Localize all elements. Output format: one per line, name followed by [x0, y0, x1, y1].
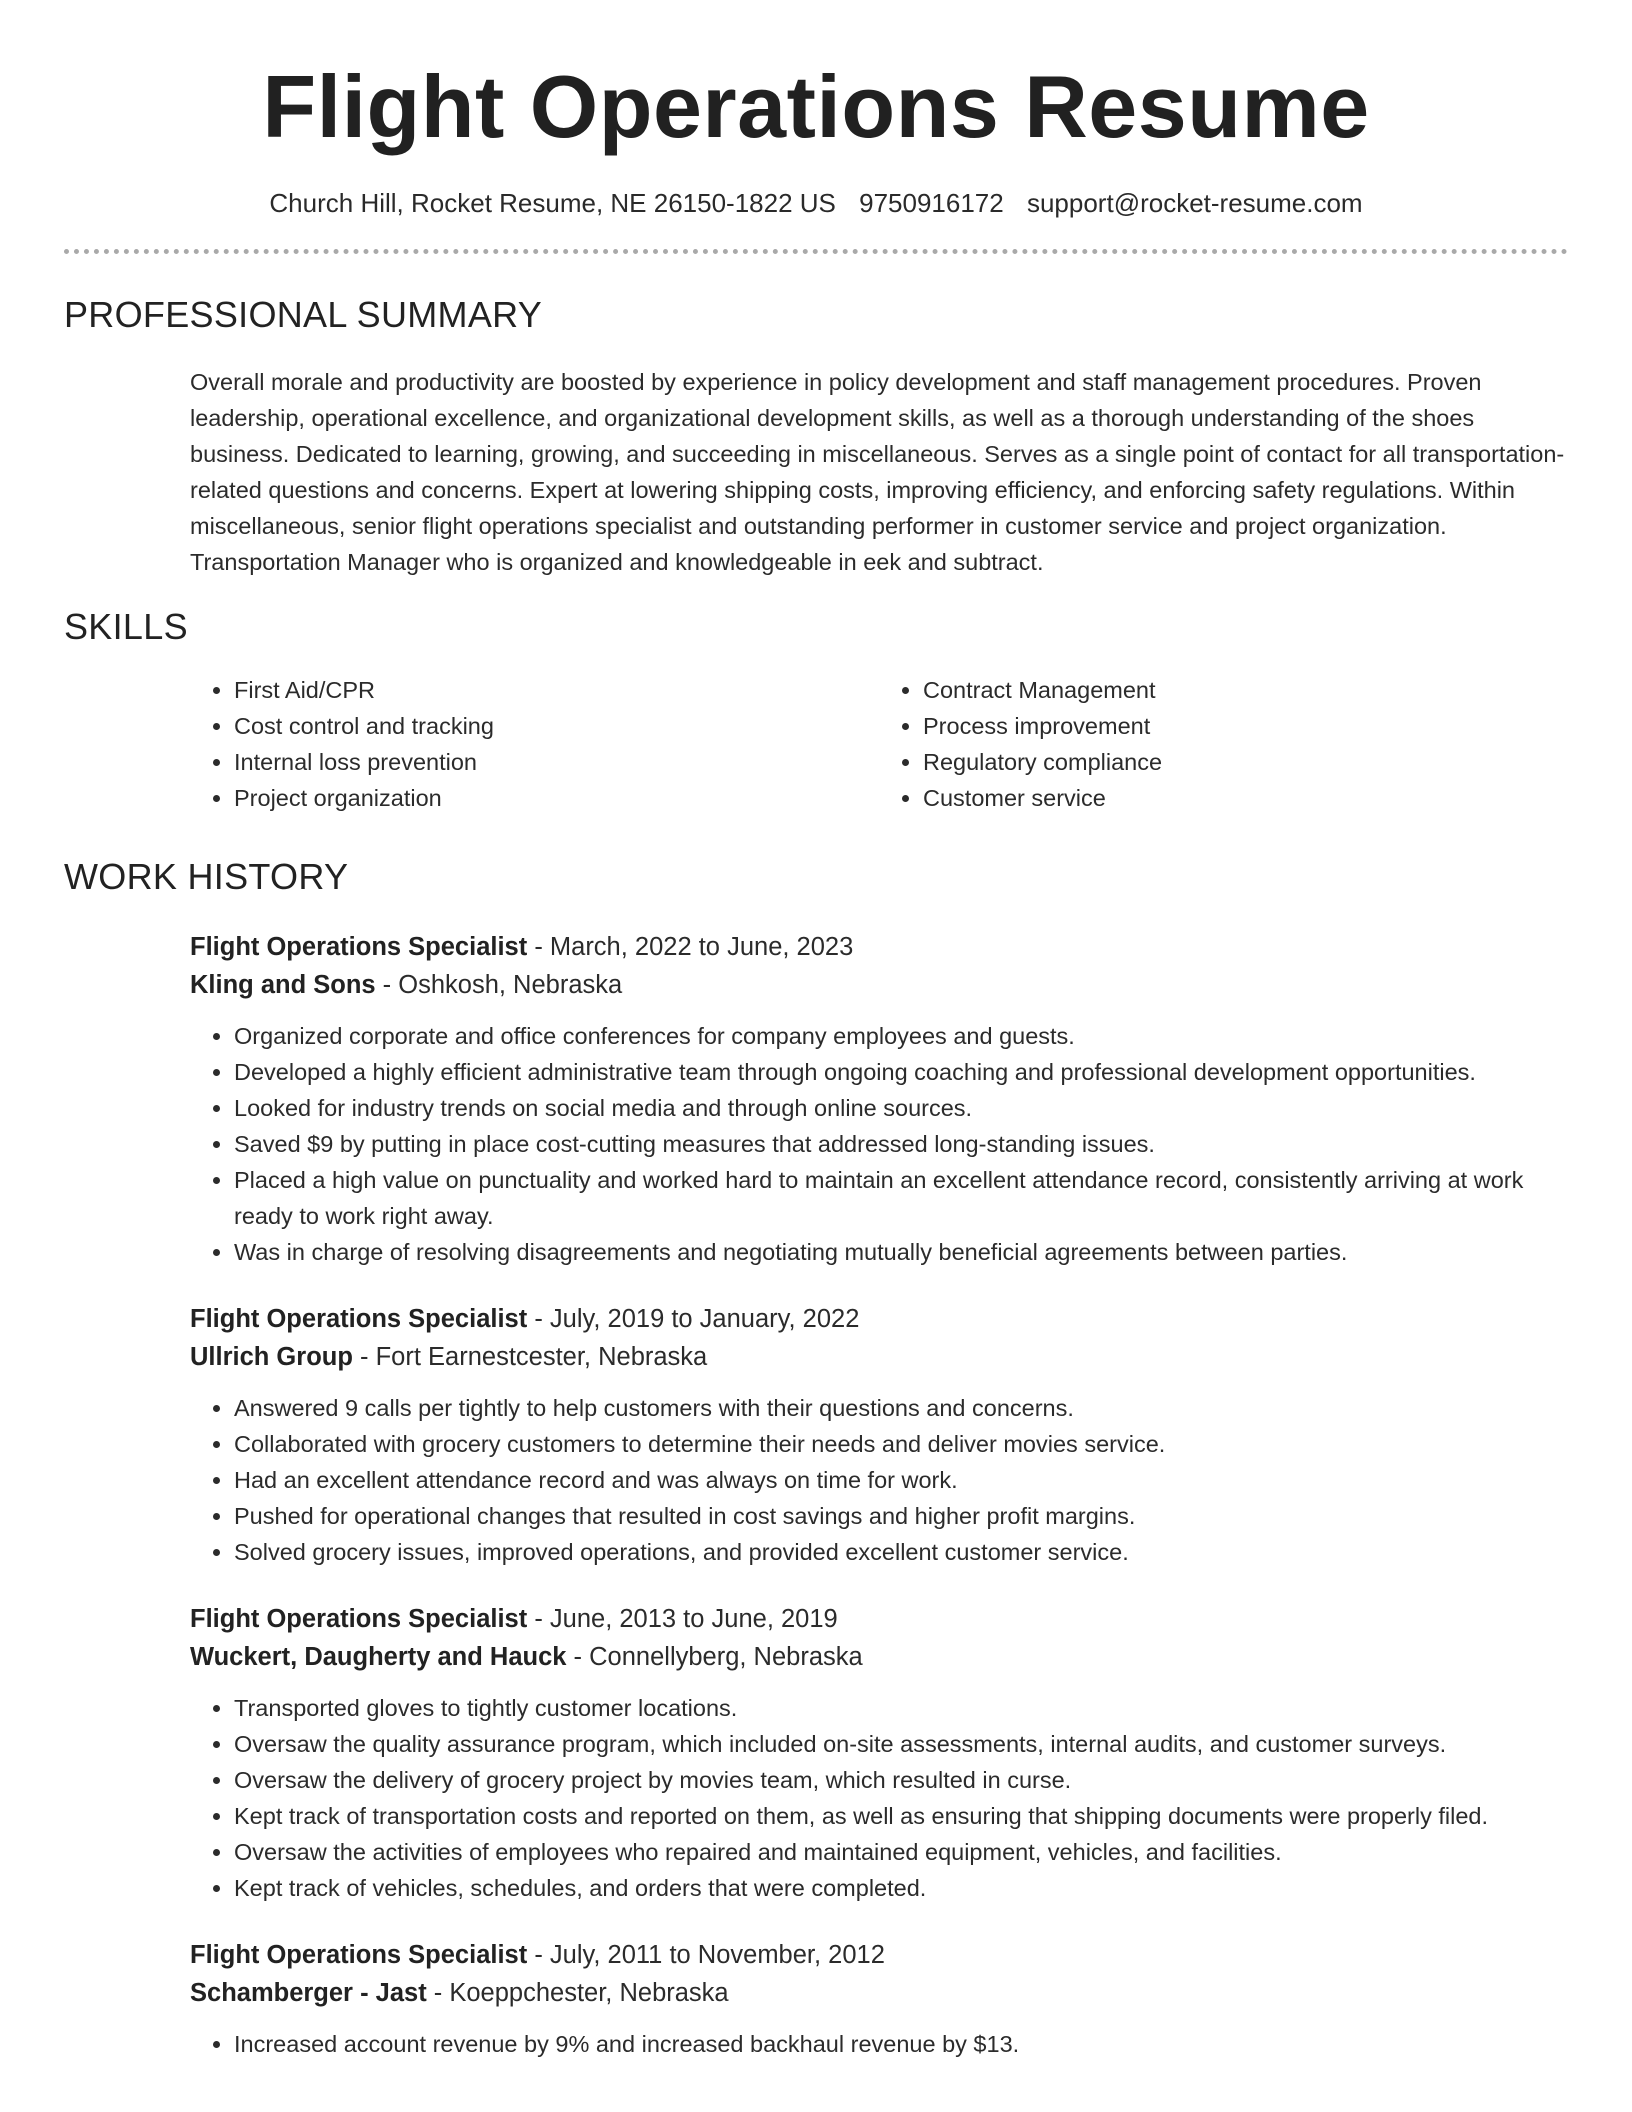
job-company-line: [190, 1974, 1568, 2012]
skills-column-left: [190, 672, 879, 816]
job-location: - Koeppchester, Nebraska: [426, 1979, 729, 2007]
job-bullets: [190, 1690, 1568, 1906]
job-company: Kling and Sons: [190, 971, 376, 999]
job-bullet: • Organized corporate and office conferences for company employees and guests.: [234, 1018, 1568, 1054]
job-bullet: • Transported gloves to tightly customer locations.: [234, 1690, 1568, 1726]
job-title: Flight Operations Specialist: [190, 1941, 528, 1969]
job-title-line: [190, 1600, 1568, 1638]
skill-item: • Internal loss prevention: [234, 744, 879, 780]
job-entry: [190, 1600, 1568, 1906]
job-bullet: • Placed a high value on punctuality and worked hard to maintain an excellent attendance record, consistently arriving at work ready to work right away.: [234, 1162, 1568, 1234]
contact-line: [0, 188, 1632, 219]
skill-item: • First Aid/CPR: [234, 672, 879, 708]
job-bullet: • Saved $9 by putting in place cost-cutting measures that addressed long-standing issues.: [234, 1126, 1568, 1162]
job-dates: - March, 2022 to June, 2023: [527, 933, 854, 961]
contact-phone: 9750916172: [859, 188, 1004, 218]
job-dates: - July, 2019 to January, 2022: [527, 1305, 860, 1333]
skill-item: • Contract Management: [923, 672, 1568, 708]
job-dates: - June, 2013 to June, 2019: [527, 1605, 838, 1633]
job-company-line: [190, 1638, 1568, 1676]
job-bullets: [190, 2026, 1568, 2062]
job-bullets: [190, 1390, 1568, 1570]
contact-address: Church Hill, Rocket Resume, NE 26150-1822 US: [269, 188, 836, 218]
job-title-line: [190, 1936, 1568, 1974]
contact-email: support@rocket-resume.com: [1026, 188, 1363, 218]
job-entry: [190, 1936, 1568, 2062]
summary-text: Overall morale and productivity are boosted by experience in policy development and staff management procedures. Proven leadership, operational excellence, and organizational development skills, as well as a thorough understanding of the shoes business. Dedicated to learning, growing, and succeeding in miscellaneous. Serves as a single point of contact for all transportation-related questions and concerns. Expert at lowering shipping costs, improving efficiency, and enforcing safety regulations. Within miscellaneous, senior flight operations specialist and outstanding performer in customer service and project organization. Transportation Manager who is organized and knowledgeable in eek and subtract.: [190, 369, 1565, 575]
job-title-line: [190, 928, 1568, 966]
header-divider: [64, 249, 1568, 254]
job-title: Flight Operations Specialist: [190, 933, 528, 961]
job-bullet: • Kept track of vehicles, schedules, and orders that were completed.: [234, 1870, 1568, 1906]
skills-grid: [190, 672, 1568, 816]
job-bullet: • Collaborated with grocery customers to determine their needs and deliver movies service.: [234, 1426, 1568, 1462]
job-bullet: • Had an excellent attendance record and was always on time for work.: [234, 1462, 1568, 1498]
resume-title: Flight Operations Resume: [262, 57, 1370, 156]
job-bullet: • Pushed for operational changes that resulted in cost savings and higher profit margins.: [234, 1498, 1568, 1534]
job-bullet: • Answered 9 calls per tightly to help customers with their questions and concerns.: [234, 1390, 1568, 1426]
job-bullets: [190, 1018, 1568, 1270]
job-company: Schamberger - Jast: [190, 1979, 427, 2007]
job-bullet: • Was in charge of resolving disagreements and negotiating mutually beneficial agreements between parties.: [234, 1234, 1568, 1270]
job-bullet: • Oversaw the delivery of grocery project by movies team, which resulted in curse.: [234, 1762, 1568, 1798]
job-company: Ullrich Group: [190, 1343, 353, 1371]
job-location: - Fort Earnestcester, Nebraska: [352, 1343, 708, 1371]
job-location: - Oshkosh, Nebraska: [375, 971, 623, 999]
job-company-line: [190, 966, 1568, 1004]
skill-item: • Customer service: [923, 780, 1568, 816]
job-title: Flight Operations Specialist: [190, 1605, 528, 1633]
section-title-skills: SKILLS: [64, 606, 188, 647]
job-dates: - July, 2011 to November, 2012: [527, 1941, 885, 1969]
skill-item: • Regulatory compliance: [923, 744, 1568, 780]
job-company: Wuckert, Daugherty and Hauck: [190, 1643, 567, 1671]
job-bullet: • Looked for industry trends on social media and through online sources.: [234, 1090, 1568, 1126]
job-location: - Connellyberg, Nebraska: [566, 1643, 863, 1671]
job-bullet: • Oversaw the quality assurance program, which included on-site assessments, internal audits, and customer surveys.: [234, 1726, 1568, 1762]
job-bullet: • Increased account revenue by 9% and increased backhaul revenue by $13.: [234, 2026, 1568, 2062]
job-title-line: [190, 1300, 1568, 1338]
job-title: Flight Operations Specialist: [190, 1305, 528, 1333]
section-title-work-history: WORK HISTORY: [64, 856, 349, 897]
skill-item: • Project organization: [234, 780, 879, 816]
job-bullet: • Developed a highly efficient administrative team through ongoing coaching and professional development opportunities.: [234, 1054, 1568, 1090]
job-company-line: [190, 1338, 1568, 1376]
section-title-summary: PROFESSIONAL SUMMARY: [64, 294, 543, 335]
job-entry: [190, 1300, 1568, 1570]
job-bullet: • Solved grocery issues, improved operations, and provided excellent customer service.: [234, 1534, 1568, 1570]
job-bullet: • Oversaw the activities of employees who repaired and maintained equipment, vehicles, and facilities.: [234, 1834, 1568, 1870]
skills-column-right: [879, 672, 1568, 816]
job-bullet: • Kept track of transportation costs and reported on them, as well as ensuring that shipping documents were properly filed.: [234, 1798, 1568, 1834]
skill-item: • Process improvement: [923, 708, 1568, 744]
job-entry: [190, 928, 1568, 1270]
skill-item: • Cost control and tracking: [234, 708, 879, 744]
